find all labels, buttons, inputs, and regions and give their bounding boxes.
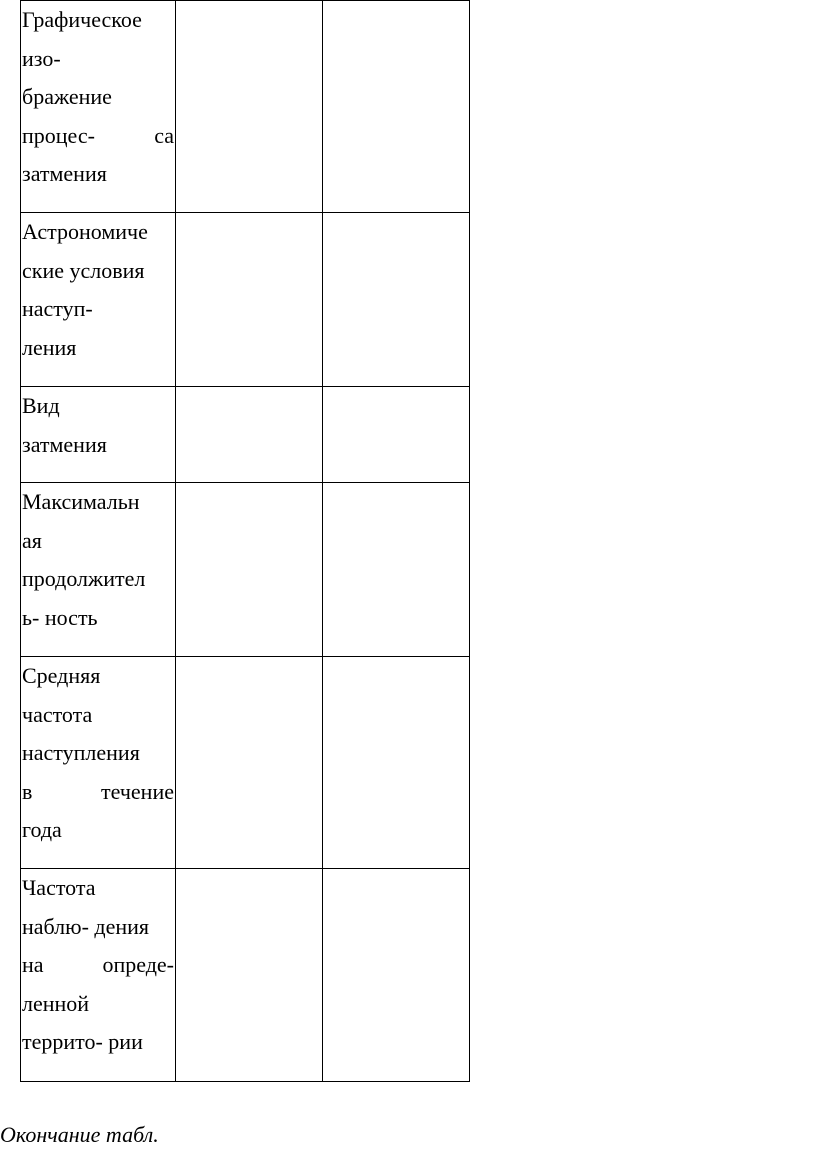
label-line: изо- xyxy=(22,45,61,71)
row-label-eclipse-type xyxy=(21,387,176,483)
label-line: Частота xyxy=(22,875,96,900)
label-line xyxy=(22,117,174,156)
label-word: са xyxy=(154,122,174,148)
label-line: ские условия xyxy=(22,257,145,283)
label-line: затмения xyxy=(22,431,107,457)
table-row xyxy=(21,1,470,213)
table-row xyxy=(21,869,470,1082)
empty-cell[interactable] xyxy=(323,483,470,657)
table-row xyxy=(21,657,470,869)
empty-cell[interactable] xyxy=(323,1,470,213)
label-line xyxy=(22,946,174,985)
label-line: Вид xyxy=(22,393,60,418)
label-word: на xyxy=(22,952,44,978)
label-line: ленной xyxy=(22,990,90,1016)
row-label-average-frequency xyxy=(21,657,176,869)
label-word: опреде- xyxy=(102,952,174,978)
empty-cell[interactable] xyxy=(176,1,323,213)
label-line: наблю- дения xyxy=(22,913,150,939)
table-row xyxy=(21,483,470,657)
label-line xyxy=(22,773,174,812)
empty-cell[interactable] xyxy=(323,657,470,869)
label-line: Средняя xyxy=(22,663,101,688)
label-line: террито- рии xyxy=(22,1029,143,1055)
label-line: Графическое xyxy=(22,7,142,32)
label-line: наступ- xyxy=(22,296,93,322)
label-line: наступления xyxy=(22,740,140,766)
empty-cell[interactable] xyxy=(176,387,323,483)
table-caption: Окончание табл. xyxy=(0,1122,159,1147)
empty-cell[interactable] xyxy=(176,483,323,657)
label-line: ь- ность xyxy=(22,604,98,630)
empty-cell[interactable] xyxy=(323,213,470,387)
observation-table xyxy=(20,0,470,1082)
row-label-astronomical-conditions xyxy=(21,213,176,387)
label-line: частота xyxy=(22,701,93,727)
label-word: течение xyxy=(101,778,174,804)
label-line: ления xyxy=(22,334,77,360)
table-row xyxy=(21,213,470,387)
empty-cell[interactable] xyxy=(176,657,323,869)
label-line: Максимальн xyxy=(22,489,140,514)
label-line: года xyxy=(22,817,62,843)
label-line: продолжител xyxy=(22,566,146,592)
label-word: процес- xyxy=(22,122,95,148)
label-word: в xyxy=(22,778,33,804)
row-label-observation-frequency xyxy=(21,869,176,1082)
empty-cell[interactable] xyxy=(323,387,470,483)
row-label-max-duration xyxy=(21,483,176,657)
row-label-eclipse-graphic xyxy=(21,1,176,213)
label-line: затмения xyxy=(22,161,107,187)
empty-cell[interactable] xyxy=(176,869,323,1082)
label-line: бражение xyxy=(22,84,112,110)
label-line: ая xyxy=(22,527,42,553)
empty-cell[interactable] xyxy=(323,869,470,1082)
table-row xyxy=(21,387,470,483)
label-line: Астрономиче xyxy=(22,219,148,244)
empty-cell[interactable] xyxy=(176,213,323,387)
